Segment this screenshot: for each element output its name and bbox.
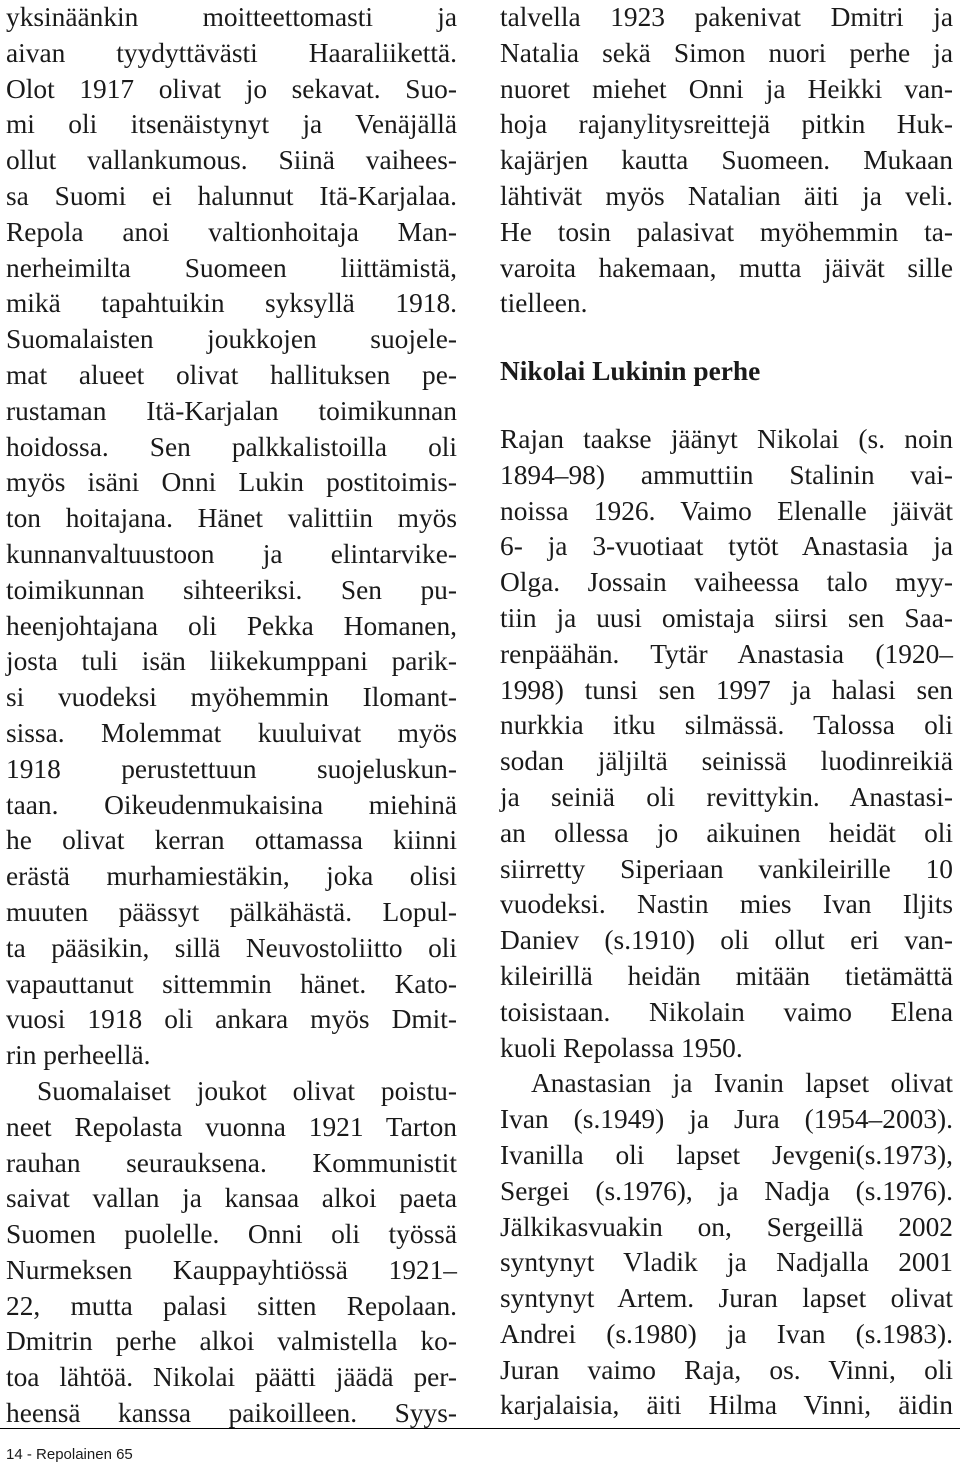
text-line: lähtivät myös Natalian äiti ja veli. bbox=[500, 180, 953, 211]
text-line: Suomen puolelle. Onni oli työssä bbox=[6, 1219, 457, 1250]
text-line: renpäähän. Tytär Anastasia (1920– bbox=[500, 638, 953, 669]
text-line: ta pääsikin, sillä Neuvostoliitto oli bbox=[6, 932, 457, 963]
paragraph-gap bbox=[500, 322, 953, 342]
text-line: he olivat kerran ottamassa kiinni bbox=[6, 825, 457, 856]
text-line: heensä kanssa paikoilleen. Syys- bbox=[6, 1398, 457, 1429]
text-line: 22, mutta palasi sitten Repolaan. bbox=[6, 1290, 457, 1321]
text-line: noissa 1926. Vaimo Elenalle jäivät bbox=[500, 495, 953, 526]
text-line: toisistaan. Nikolain vaimo Elena bbox=[500, 996, 953, 1027]
text-line: mikä tapahtuikin syksyllä 1918. bbox=[6, 288, 457, 319]
left-text-column bbox=[6, 0, 457, 1432]
text-line: 1918 perustettuun suojeluskun- bbox=[6, 753, 457, 784]
text-line: rustaman Itä-Karjalan toimikunnan bbox=[6, 395, 457, 426]
text-line: vuosi 1918 oli ankara myös Dmit- bbox=[6, 1004, 457, 1035]
text-line: myös isäni Onni Lukin postitoimis- bbox=[6, 467, 457, 498]
text-line: mat alueet olivat hallituksen pe- bbox=[6, 359, 457, 390]
text-line: 1894–98) ammuttiin Stalinin vai- bbox=[500, 459, 953, 490]
text-line: 6- ja 3-vuotiaat tytöt Anastasia ja bbox=[500, 531, 953, 562]
text-line: yksinäänkin moitteettomasti ja bbox=[6, 2, 457, 32]
text-line: kileirillä heidän mitään tietämättä bbox=[500, 960, 953, 991]
section-heading: Nikolai Lukinin perhe bbox=[500, 356, 761, 387]
right-column-body-text bbox=[500, 422, 953, 1424]
paragraph-gap bbox=[500, 390, 953, 422]
text-line: Nurmeksen Kauppayhtiössä 1921– bbox=[6, 1254, 457, 1285]
text-line: Daniev (s.1910) oli ollut eri van- bbox=[500, 925, 953, 956]
text-line: Ivanilla oli lapset Jevgeni(s.1973), bbox=[500, 1139, 953, 1170]
text-line: syntynyt Vladik ja Nadjalla 2001 bbox=[500, 1247, 953, 1278]
text-line: Suomalaisten joukkojen suojele- bbox=[6, 324, 457, 355]
text-line: Ivan (s.1949) ja Jura (1954–2003). bbox=[500, 1104, 953, 1135]
text-line: Suomalaiset joukot olivat poistu- bbox=[37, 1075, 457, 1106]
text-line: Andrei (s.1980) ja Ivan (s.1983). bbox=[500, 1318, 953, 1349]
text-line: erästä murhamiestäkin, joka olisi bbox=[6, 861, 457, 892]
text-line: kajärjen kautta Suomeen. Mukaan bbox=[500, 145, 953, 176]
text-line: sodan jäljiltä seinissä luodinreikiä bbox=[500, 746, 953, 777]
text-line: nerheimilta Suomeen liittämistä, bbox=[6, 252, 457, 283]
text-line: rin perheellä. bbox=[6, 1040, 151, 1071]
text-line: karjalaisia, äiti Hilma Vinni, äidin bbox=[500, 1390, 953, 1421]
text-line: toa lähtöä. Nikolai päätti jäädä per- bbox=[6, 1362, 457, 1393]
text-line: sa Suomi ei halunnut Itä-Karjalaa. bbox=[6, 180, 457, 211]
text-line: talvella 1923 pakenivat Dmitri ja bbox=[500, 2, 953, 32]
page-footer: 14 - Repolainen 65 bbox=[6, 1446, 133, 1463]
text-line: varoita hakemaan, mutta jäivät sille bbox=[500, 252, 953, 283]
text-line: Olga. Jossain vaiheessa talo myy- bbox=[500, 567, 953, 598]
text-line: Olot 1917 olivat jo sekavat. Suo- bbox=[6, 73, 457, 104]
text-line: hoidossa. Sen palkkalistoilla oli bbox=[6, 431, 457, 462]
text-line: saivat vallan ja kansaa alkoi paeta bbox=[6, 1183, 457, 1214]
text-line: rauhan seurauksena. Kommunistit bbox=[6, 1147, 457, 1178]
text-line: siirretty Siperiaan vankileirille 10 bbox=[500, 853, 953, 884]
right-text-column bbox=[500, 0, 953, 1424]
text-line: toimikunnan sihteeriksi. Sen pu- bbox=[6, 574, 457, 605]
text-line: Repola anoi valtionhoitaja Man- bbox=[6, 216, 457, 247]
text-line: neet Repolasta vuonna 1921 Tarton bbox=[6, 1111, 457, 1142]
text-line: josta tuli isän liikekumppani parik- bbox=[6, 646, 457, 677]
text-line: kunnanvaltuustoon ja elintarvike- bbox=[6, 538, 457, 569]
text-line: aivan tyydyttävästi Haaraliikettä. bbox=[6, 37, 457, 68]
text-line: mi oli itsenäistynyt ja Venäjällä bbox=[6, 109, 457, 140]
text-line: sissa. Molemmat kuuluivat myös bbox=[6, 717, 457, 748]
text-line: ton hoitajana. Hänet valittiin myös bbox=[6, 503, 457, 534]
text-line: ja seiniä oli revittykin. Anastasi- bbox=[500, 781, 953, 812]
text-line: Dmitrin perhe alkoi valmistella ko- bbox=[6, 1326, 457, 1357]
text-line: an ollessa jo aikuinen heidät oli bbox=[500, 817, 953, 848]
text-line: hoja rajanylitysreittejä pitkin Huk- bbox=[500, 109, 953, 140]
text-line: nuoret miehet Onni ja Heikki van- bbox=[500, 73, 953, 104]
text-line: Jälkikasvuakin on, Sergeillä 2002 bbox=[500, 1211, 953, 1242]
text-line: Rajan taakse jäänyt Nikolai (s. noin bbox=[500, 423, 953, 454]
text-line: Sergei (s.1976), ja Nadja (s.1976). bbox=[500, 1175, 953, 1206]
text-line: kuoli Repolassa 1950. bbox=[500, 1032, 743, 1063]
right-column-intro-text bbox=[500, 0, 953, 322]
text-line: si vuodeksi myöhemmin Ilomant- bbox=[6, 682, 457, 713]
text-line: syntynyt Artem. Juran lapset olivat bbox=[500, 1283, 953, 1314]
text-line: He tosin palasivat myöhemmin ta- bbox=[500, 216, 953, 247]
text-line: muuten päässyt pälkähästä. Lopul- bbox=[6, 896, 457, 927]
text-line: vuodeksi. Nastin mies Ivan Iljits bbox=[500, 889, 953, 920]
text-line: tiin ja uusi omistaja siirsi sen Saa- bbox=[500, 602, 953, 633]
text-line: ollut vallankumous. Siinä vaihees- bbox=[6, 145, 457, 176]
text-line: tielleen. bbox=[500, 288, 588, 319]
text-line: taan. Oikeudenmukaisina miehinä bbox=[6, 789, 457, 820]
text-line: nurkkia itku silmässä. Talossa oli bbox=[500, 710, 953, 741]
text-line: 1998) tunsi sen 1997 ja halasi sen bbox=[500, 674, 953, 705]
text-line: heenjohtajana oli Pekka Homanen, bbox=[6, 610, 457, 641]
footer-divider bbox=[0, 1428, 960, 1429]
text-line: vapauttanut sittemmin hänet. Kato- bbox=[6, 968, 457, 999]
text-line: Anastasian ja Ivanin lapset olivat bbox=[531, 1068, 953, 1099]
text-line: Juran vaimo Raja, os. Vinni, oli bbox=[500, 1354, 953, 1385]
text-line: Natalia sekä Simon nuori perhe ja bbox=[500, 37, 953, 68]
